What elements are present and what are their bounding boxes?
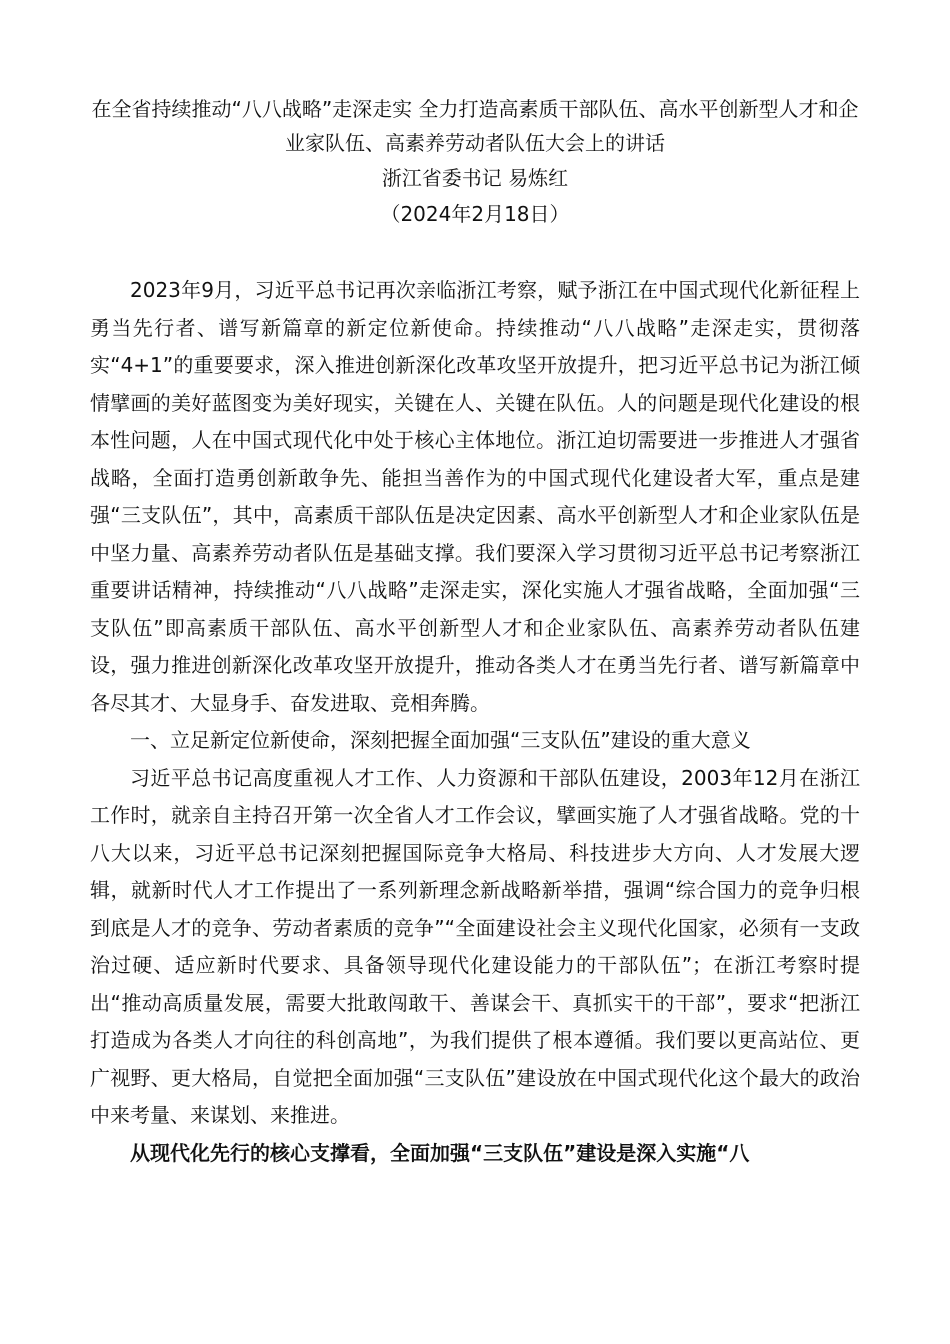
document-date: （2024年2月18日）: [380, 202, 570, 226]
body-paragraph-3: 从现代化先行的核心支撑看，全面加强“三支队伍”建设是深入实施“八: [130, 1140, 750, 1165]
spacer: [90, 232, 860, 272]
body-paragraph-1: 2023年9月，习近平总书记再次亲临浙江考察，赋予浙江在中国式现代化新征程上勇当先行者、谱写新篇章的新定位新使命。持续推动“八八战略”走深走实，贯彻落实“4+1”的重要要求，深入推进创新深化改革攻坚开放提升，把习近平总书记为浙江倾情擘画的美好蓝图变为美好现实，关键在人、关键在队伍。人的问题是现代化建设的根本性问题，人在中国式现代化中处于核心主体地位。浙江迫切需要进一步推进人才强省战略，全面打造勇创新敢争先、能担当善作为的中国式现代化建设者大军，重点是建强“三支队伍”，其中，高素质干部队伍是决定因素、高水平创新型人才和企业家队伍是中坚力量、高素养劳动者队伍是基础支撑。我们要深入学习贯彻习近平总书记考察浙江重要讲话精神，持续推动“八八战略”走深走实，深化实施人才强省战略，全面加强“三支队伍”即高素质干部队伍、高水平创新型人才和企业家队伍、高素养劳动者队伍建设，强力推进创新深化改革攻坚开放提升，推动各类人才在勇当先行者、谱写新篇章中各尽其才、大显身手、奋发进取、竞相奔腾。: [90, 278, 860, 715]
document-author: 浙江省委书记 易炼红: [381, 166, 569, 190]
document-page: [90, 92, 860, 1172]
body-paragraph-2: 习近平总书记高度重视人才工作、人力资源和干部队伍建设，2003年12月在浙江工作时，就亲自主持召开第一次全省人才工作会议，擘画实施了人才强省战略。党的十八大以来，习近平总书记深刻把握国际竞争大格局、科技进步大方向、人才发展大逻辑，就新时代人才工作提出了一系列新理念新战略新举措，强调“综合国力的竞争归根到底是人才的竞争、劳动者素质的竞争”“全面建设社会主义现代化国家，必须有一支政治过硬、适应新时代要求、具备领导现代化建设能力的干部队伍”；在浙江考察时提出“推动高质量发展，需要大批敢闯敢干、善谋会干、真抓实干的干部”，要求“把浙江打造成为各类人才向往的科创高地”，为我们提供了根本遵循。我们要以更高站位、更广视野、更大格局，自觉把全面加强“三支队伍”建设放在中国式现代化这个最大的政治中来考量、来谋划、来推进。: [90, 765, 860, 1127]
section-heading-1: 一、立足新定位新使命，深刻把握全面加强“三支队伍”建设的重大意义: [130, 728, 751, 752]
document-title: 在全省持续推动“八八战略”走深走实 全力打造高素质干部队伍、高水平创新型人才和企业家队伍、高素养劳动者队伍大会上的讲话: [91, 97, 859, 155]
